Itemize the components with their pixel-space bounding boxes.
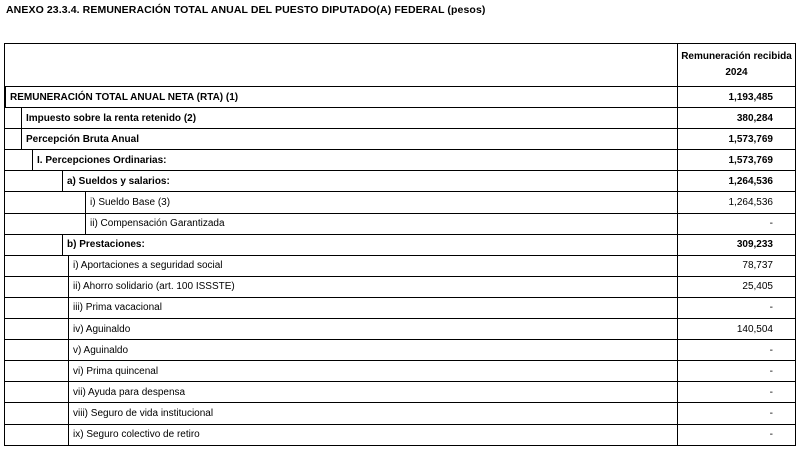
row-label: iii) Prima vacacional: [68, 297, 677, 318]
row-value: 1,264,536: [678, 192, 796, 213]
row-label: ii) Ahorro solidario (art. 100 ISSSTE): [68, 276, 677, 297]
row-label-cell: [5, 171, 678, 192]
page-title: ANEXO 23.3.4. REMUNERACIÓN TOTAL ANUAL DEL PUESTO DIPUTADO(A) FEDERAL (pesos): [6, 4, 486, 16]
row-label-cell: [5, 319, 678, 340]
row-label-cell: [5, 424, 678, 445]
row-value: -: [678, 382, 796, 403]
row-label-cell: [5, 403, 678, 424]
row-value: -: [678, 361, 796, 382]
table-row: [5, 340, 796, 361]
row-label-cell: [5, 129, 678, 150]
row-label-cell: [5, 150, 678, 171]
table-row: [5, 424, 796, 445]
value-column-header: [678, 44, 796, 87]
row-label-cell: [5, 87, 678, 108]
table-row: [5, 361, 796, 382]
table-row: [5, 297, 796, 318]
table-row: [5, 108, 796, 129]
row-label: Percepción Bruta Anual: [21, 129, 677, 150]
row-label-cell: [5, 382, 678, 403]
table-row: [5, 129, 796, 150]
row-value: 25,405: [678, 276, 796, 297]
row-label: REMUNERACIÓN TOTAL ANUAL NETA (RTA) (1): [5, 87, 677, 108]
table-row: [5, 87, 796, 108]
row-value: 1,573,769: [678, 129, 796, 150]
row-label: vii) Ayuda para despensa: [68, 382, 677, 403]
row-label-cell: [5, 340, 678, 361]
row-value: 78,737: [678, 255, 796, 276]
row-value: -: [678, 213, 796, 234]
row-label: i) Sueldo Base (3): [85, 192, 677, 213]
row-label: iv) Aguinaldo: [68, 319, 677, 340]
row-label: b) Prestaciones:: [62, 234, 677, 255]
row-label-cell: [5, 213, 678, 234]
column-header-title: Remuneración recibida: [681, 51, 792, 62]
row-label: i) Aportaciones a seguridad social: [68, 255, 677, 276]
label-column-header: [5, 44, 678, 87]
table-row: [5, 255, 796, 276]
table-row: [5, 276, 796, 297]
row-value: -: [678, 297, 796, 318]
row-label: vi) Prima quincenal: [68, 361, 677, 382]
table-row: [5, 213, 796, 234]
row-label-cell: [5, 255, 678, 276]
row-value: 309,233: [678, 234, 796, 255]
remuneration-table: [4, 43, 796, 446]
table-header-row: [5, 44, 796, 87]
table-row: [5, 171, 796, 192]
column-header-year: 2024: [725, 67, 748, 78]
table-row: [5, 403, 796, 424]
row-value: 1,193,485: [678, 87, 796, 108]
row-label: Impuesto sobre la renta retenido (2): [21, 108, 677, 129]
row-label: v) Aguinaldo: [68, 340, 677, 361]
row-label: viii) Seguro de vida institucional: [68, 403, 677, 424]
row-label: a) Sueldos y salarios:: [62, 171, 677, 192]
row-label: I. Percepciones Ordinarias:: [32, 150, 677, 171]
row-label-cell: [5, 234, 678, 255]
table-row: [5, 382, 796, 403]
table-row: [5, 192, 796, 213]
row-value: 380,284: [678, 108, 796, 129]
table-row: [5, 234, 796, 255]
table-row: [5, 150, 796, 171]
row-value: 140,504: [678, 319, 796, 340]
row-value: 1,264,536: [678, 171, 796, 192]
row-value: -: [678, 424, 796, 445]
row-value: -: [678, 340, 796, 361]
row-label-cell: [5, 361, 678, 382]
table-row: [5, 319, 796, 340]
row-label-cell: [5, 276, 678, 297]
row-label: ix) Seguro colectivo de retiro: [68, 424, 677, 445]
row-label-cell: [5, 297, 678, 318]
row-value: -: [678, 403, 796, 424]
row-label-cell: [5, 108, 678, 129]
row-label: ii) Compensación Garantizada: [85, 213, 677, 234]
row-label-cell: [5, 192, 678, 213]
row-value: 1,573,769: [678, 150, 796, 171]
